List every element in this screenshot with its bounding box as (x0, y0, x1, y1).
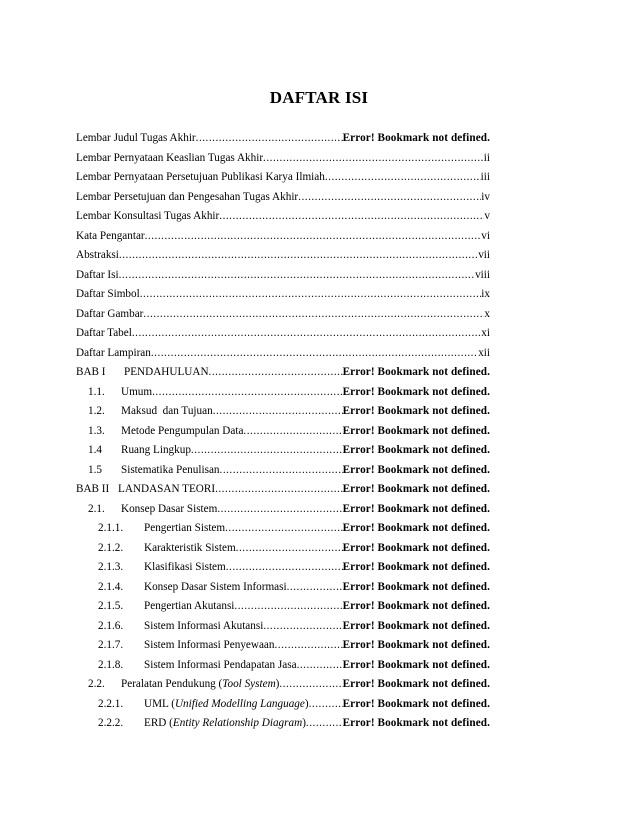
dot-leader (220, 462, 343, 478)
toc-entry (76, 130, 490, 146)
toc-entry-page: Error! Bookmark not defined. (342, 132, 490, 144)
toc-entry-number: 2.1.5. (98, 600, 124, 612)
dot-leader (213, 403, 343, 419)
dot-leader (243, 423, 342, 439)
toc-entry-page: ix (481, 288, 490, 300)
toc-entry (76, 403, 490, 419)
toc-entry-page: Error! Bookmark not defined. (342, 600, 490, 612)
dot-leader (145, 228, 482, 244)
dot-leader (196, 130, 343, 146)
dot-leader (236, 540, 343, 556)
toc-entry-page: Error! Bookmark not defined. (342, 658, 490, 671)
dot-leader (309, 696, 343, 712)
toc-entry (76, 423, 490, 439)
toc-entry (76, 540, 490, 556)
dot-leader (140, 286, 482, 302)
toc-entry-label: Abstraksi (76, 249, 119, 261)
toc-entry-label: Daftar Tabel (76, 327, 132, 339)
page-title: DAFTAR ISI (269, 88, 369, 107)
toc-entry (76, 169, 490, 185)
toc-entry-page: Error! Bookmark not defined. (342, 580, 490, 593)
toc-entry (76, 618, 490, 634)
toc-entry-label: Daftar Isi (76, 268, 119, 281)
toc-entry-label: Sistem Informasi Penyewaan (144, 639, 275, 651)
toc-entry (76, 520, 490, 536)
toc-entry-label: Ruang Lingkup (121, 444, 191, 456)
toc-entry-page: xi (481, 327, 490, 339)
toc-entry-page: Error! Bookmark not defined. (342, 619, 490, 632)
toc-entry-label: Umum (121, 385, 153, 398)
dot-leader (279, 676, 342, 692)
toc-entry-label: Lembar Persetujuan dan Pengesahan Tugas Akhir (76, 190, 299, 203)
toc-entry-label: Peralatan Pendukung (Tool System) (121, 678, 280, 690)
dot-leader (132, 325, 481, 341)
toc-entry (76, 579, 490, 595)
toc-entry-number: 1.1. (88, 385, 105, 398)
toc-entry (76, 384, 490, 400)
toc-entry-number: 1.5 (88, 463, 102, 476)
toc-entry-label: Konsep Dasar Sistem (121, 502, 218, 515)
toc-entry-label: Sistem Informasi Pendapatan Jasa (144, 658, 297, 671)
dot-leader (263, 150, 484, 166)
toc-entry-page: vii (478, 249, 490, 261)
toc-entry-number: 1.3. (88, 424, 105, 437)
toc-entry-label: Pengertian Sistem (144, 522, 226, 534)
dot-leader (297, 657, 343, 673)
toc-entry-page: Error! Bookmark not defined. (342, 522, 490, 534)
toc-entry-number: 2.1.6. (98, 619, 124, 632)
toc-entry-label: Lembar Pernyataan Persetujuan Publikasi Karya Ilmiah (76, 171, 325, 183)
toc-entry (76, 267, 490, 283)
dot-leader (119, 247, 478, 263)
toc-entry-label: Lembar Judul Tugas Akhir (76, 132, 196, 144)
toc-entry-number: 2.1.8. (98, 658, 124, 671)
toc-entry (76, 637, 490, 653)
toc-entry (76, 559, 490, 575)
dot-leader (287, 579, 343, 595)
toc-entry-page: Error! Bookmark not defined. (342, 444, 490, 456)
toc-entry-label: UML (Unified Modelling Language) (144, 697, 309, 710)
toc-entry-label: Konsep Dasar Sistem Informasi (144, 580, 287, 593)
toc-entry-label: Lembar Konsultasi Tugas Akhir (76, 210, 220, 222)
toc-entry-page: ii (483, 151, 490, 164)
toc-entry-page: vi (481, 229, 490, 242)
toc-entry-number: 2.1.7. (98, 639, 124, 651)
toc-entry-page: Error! Bookmark not defined. (342, 697, 490, 710)
toc-entry-number: 1.4 (88, 444, 102, 456)
toc-entry-page: Error! Bookmark not defined. (342, 678, 490, 690)
toc-entry-number: 2.1.3. (98, 561, 124, 573)
toc-entry-number: BAB I (76, 366, 106, 378)
toc-entry-page: xii (478, 346, 490, 359)
toc-entry-page: iii (480, 171, 490, 183)
dot-leader (306, 715, 343, 731)
toc-entry-label: Klasifikasi Sistem (144, 561, 226, 573)
dot-leader (151, 345, 478, 361)
toc-entry-label: LANDASAN TEORI (118, 483, 216, 495)
toc-entry (76, 345, 490, 361)
toc-entry (76, 501, 490, 517)
toc-entry (76, 598, 490, 614)
toc-entry (76, 247, 490, 263)
toc-entry (76, 481, 490, 497)
toc-entry-number: BAB II (76, 483, 110, 495)
toc-entry-page: Error! Bookmark not defined. (342, 385, 490, 398)
toc-entry (76, 189, 490, 205)
toc-entry (76, 715, 490, 731)
toc-entry-number: 2.2. (88, 678, 105, 690)
toc-entry (76, 208, 490, 224)
dot-leader (225, 520, 342, 536)
toc-entry (76, 657, 490, 673)
toc-entry-page: Error! Bookmark not defined. (342, 541, 490, 554)
dot-leader (191, 442, 343, 458)
toc-entry (76, 442, 490, 458)
toc-entry-page: Error! Bookmark not defined. (342, 463, 490, 476)
dot-leader (275, 637, 343, 653)
toc-entry (76, 462, 490, 478)
toc-entry-label: Sistematika Penulisan (121, 463, 220, 476)
toc-entry-label: Metode Pengumpulan Data (121, 424, 244, 437)
toc-entry-number: 2.1.1. (98, 522, 124, 534)
toc-entry-page: v (484, 210, 490, 222)
toc-entry-label: Daftar Simbol (76, 288, 140, 300)
toc-entry-page: x (484, 307, 490, 320)
toc-entry-page: Error! Bookmark not defined. (342, 502, 490, 515)
toc-entry-label: Daftar Lampiran (76, 346, 151, 359)
toc-entry (76, 696, 490, 712)
toc-entry (76, 676, 490, 692)
toc-entry-label: PENDAHULUAN (124, 366, 209, 378)
toc-entry-page: viii (475, 268, 490, 281)
toc-entry-page: Error! Bookmark not defined. (342, 639, 490, 651)
toc-entry (76, 306, 490, 322)
toc-entry-label: Daftar Gambar (76, 307, 144, 320)
toc-entry-number: 2.1. (88, 502, 105, 515)
toc-entry (76, 286, 490, 302)
toc-entry-label: Sistem Informasi Akutansi (144, 619, 264, 632)
toc-entry-page: Error! Bookmark not defined. (342, 405, 490, 417)
dot-leader (215, 481, 343, 497)
toc-entry (76, 150, 490, 166)
toc-entry-label: Maksud dan Tujuan (121, 405, 213, 417)
toc-entry-page: iv (481, 190, 490, 203)
toc-entry (76, 325, 490, 341)
dot-leader (234, 598, 342, 614)
toc-entry-number: 2.1.4. (98, 580, 124, 593)
toc-entry (76, 364, 490, 380)
toc-entry-label: Pengertian Akutansi (144, 600, 235, 612)
dot-leader (217, 501, 342, 517)
toc-entry-page: Error! Bookmark not defined. (342, 366, 490, 378)
toc-entry-number: 1.2. (88, 405, 105, 417)
toc-entry-label: ERD (Entity Relationship Diagram) (144, 717, 306, 729)
dot-leader (152, 384, 343, 400)
dot-leader (263, 618, 342, 634)
toc-entry (76, 228, 490, 244)
dot-leader (119, 267, 476, 283)
toc-entry-page: Error! Bookmark not defined. (342, 424, 490, 437)
toc-entry-number: 2.2.1. (98, 697, 124, 710)
dot-leader (325, 169, 481, 185)
dot-leader (219, 208, 484, 224)
toc-entry-page: Error! Bookmark not defined. (342, 483, 490, 495)
toc-entry-label: Kata Pengantar (76, 229, 145, 242)
toc-entry-page: Error! Bookmark not defined. (342, 717, 490, 729)
dot-leader (226, 559, 343, 575)
dot-leader (298, 189, 481, 205)
toc-entry-number: 2.2.2. (98, 717, 124, 729)
dot-leader (143, 306, 484, 322)
toc-entry-page: Error! Bookmark not defined. (342, 561, 490, 573)
toc-entry-label: Karakteristik Sistem (144, 541, 236, 554)
dot-leader (209, 364, 343, 380)
toc-entry-number: 2.1.2. (98, 541, 124, 554)
toc-entry-label: Lembar Pernyataan Keaslian Tugas Akhir (76, 151, 264, 164)
